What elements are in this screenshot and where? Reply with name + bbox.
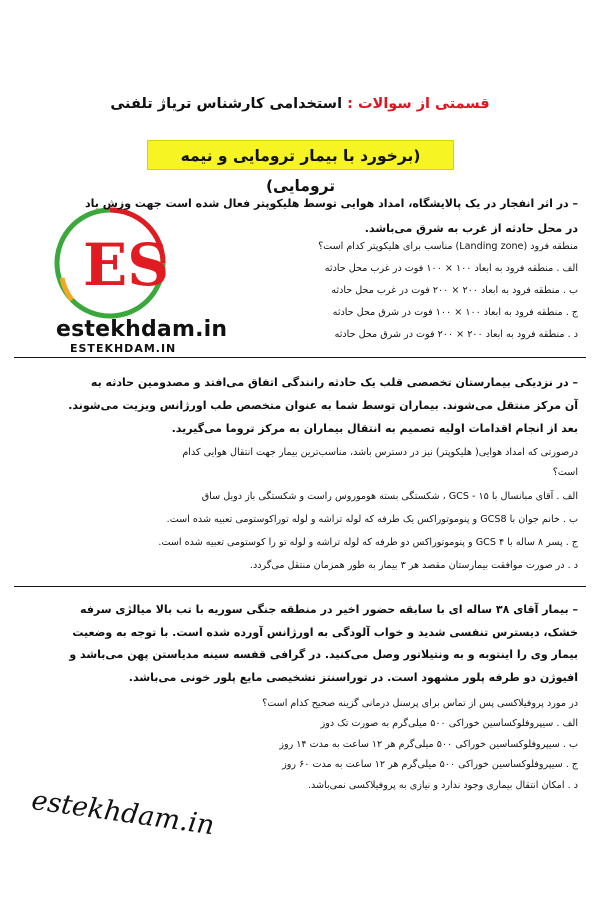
q2-option-c: ج . پسر ۸ ساله با GCS ۴ و پنوموتوراکس دو طرفه که لوله تراشه و لوله تو را کوستومی تعبیه شده است.: [158, 537, 578, 548]
question-2-options: [22, 485, 578, 577]
q2-question-line-1: درصورتی که امداد هوایی( هلیکوپتر) نیز در دسترس باشد، مناسب‌ترین بیمار جهت انتقال هوایی کدام: [182, 447, 578, 458]
question-1-options: [248, 236, 578, 346]
question-1-stem: [38, 191, 578, 241]
question-3-question: در مورد پروفیلاکسی پس از تماس برای پرسنل درمانی گزینه صحیح کدام است؟: [262, 698, 578, 709]
q2-question-line-2: است؟: [552, 467, 578, 478]
q2-stem-line-3: بعد از انجام اقدامات اولیه تصمیم به انتقال بیماران به مرکز تروما می‌گیرید.: [171, 422, 578, 435]
q3-stem-line-2: خشک، دیسترس تنفسی شدید و خواب آلودگی به اورژانس آورده شده است. با توجه به وضعیت: [72, 625, 578, 639]
question-3-options: [178, 714, 578, 796]
page-title: [0, 96, 600, 112]
title-red-part: قسمتی از سوالات :: [347, 96, 490, 112]
q1-option-a: الف . منطقه فرود به ابعاد ۱۰۰ × ۱۰۰ فوت در غرب محل حادثه: [324, 263, 578, 274]
q1-option-d: د . منطقه فرود به ابعاد ۲۰۰ × ۲۰۰ فوت در شرق محل حادثه: [334, 329, 578, 340]
q2-option-d: د . در صورت موافقت بیمارستان مقصد هر ۳ بیمار به طور همزمان منتقل می‌گردد.: [249, 560, 578, 571]
question-2-stem: [22, 371, 578, 440]
q3-stem-line-1: – بیمار آقای ۳۸ ساله ای با سابقه حضور اخیر در منطقه جنگی سوریه با تب بالا میالژی سرفه: [80, 603, 578, 616]
q2-option-b: ب . خانم جوان با GCS8 و پنوموتوراکس یک طرفه که لوله تراشه و لوله توراکوستومی تعبیه شده است.: [166, 514, 578, 525]
q1-stem-line-2: در محل حادثه از غرب به شرق می‌باشد.: [364, 222, 578, 235]
q3-stem-line-3: بیمار وی را اینتوبه و به ونتیلاتور وصل می‌کنید. در گرافی قفسه سینه مدیاستن پهن می‌باشد و: [69, 648, 578, 661]
q1-question: منطقه فرود (Landing zone) مناسب برای هلیکوپتر کدام است؟: [318, 241, 578, 252]
q1-option-c: ج . منطقه فرود به ابعاد ۱۰۰ × ۱۰۰ فوت در شرق محل حادثه: [332, 307, 578, 318]
title-main-part: استخدامی کارشناس تریاژ تلفنی: [110, 96, 343, 112]
q3-option-d: د . امکان انتقال بیماری وجود ندارد و نیازی به پروفیلاکسی نمی‌باشد.: [307, 779, 578, 791]
watermark: estekhdam.in: [29, 785, 217, 842]
q3-option-a: الف . سیپروفلوکساسین خوراکی ۵۰۰ میلی‌گرم به صورت تک دوز: [320, 718, 578, 729]
q3-option-c: ج . سیپروفلوکساسین خوراکی ۵۰۰ میلی‌گرم هر ۱۲ ساعت به مدت ۶۰ روز: [282, 759, 578, 770]
logo-letter-e: ES: [83, 231, 170, 299]
question-2-question: [22, 443, 578, 483]
brand-name: estekhdam.in: [56, 317, 228, 342]
q2-stem-line-2: آن مرکز منتقل می‌شوند. بیماران توسط شما به عنوان متخصص طب اورژانس ویزیت می‌شوند.: [68, 399, 578, 412]
subtitle-banner: (برخورد با بیمار ترومایی و نیمه ترومایی): [147, 140, 454, 170]
q1-stem-line-1: – در اثر انفجار در یک پالایشگاه، امداد هوایی توسط هلیکوپتر فعال شده است جهت وزش باد: [84, 197, 578, 210]
q3-option-b: ب . سیپروفلوکساسین خوراکی ۵۰۰ میلی‌گرم هر ۱۲ ساعت به مدت ۱۴ روز: [279, 738, 578, 750]
divider-2: [14, 586, 586, 587]
q2-stem-line-1: – در نزدیکی بیمارستان تخصصی قلب یک حادثه رانندگی اتفاق می‌افتد و مصدومین حادثه به: [90, 376, 578, 389]
divider-1: [14, 357, 586, 358]
brand-caps: ESTEKHDAM.IN: [70, 342, 177, 355]
question-3-stem: [22, 599, 578, 689]
q2-option-a: الف . آقای مبانسال با GCS - ۱۵ ، شکستگی بسته هوموروس راست و شکستگی باز دوبل ساق: [201, 491, 578, 502]
q1-option-b: ب . منطقه فرود به ابعاد ۲۰۰ × ۲۰۰ فوت در غرب محل حادثه: [331, 285, 578, 296]
q3-stem-line-4: افیوژن دو طرفه پلور مشهود است. در توراسنتز تشخیصی مایع پلور خونی می‌باشد.: [128, 670, 578, 684]
